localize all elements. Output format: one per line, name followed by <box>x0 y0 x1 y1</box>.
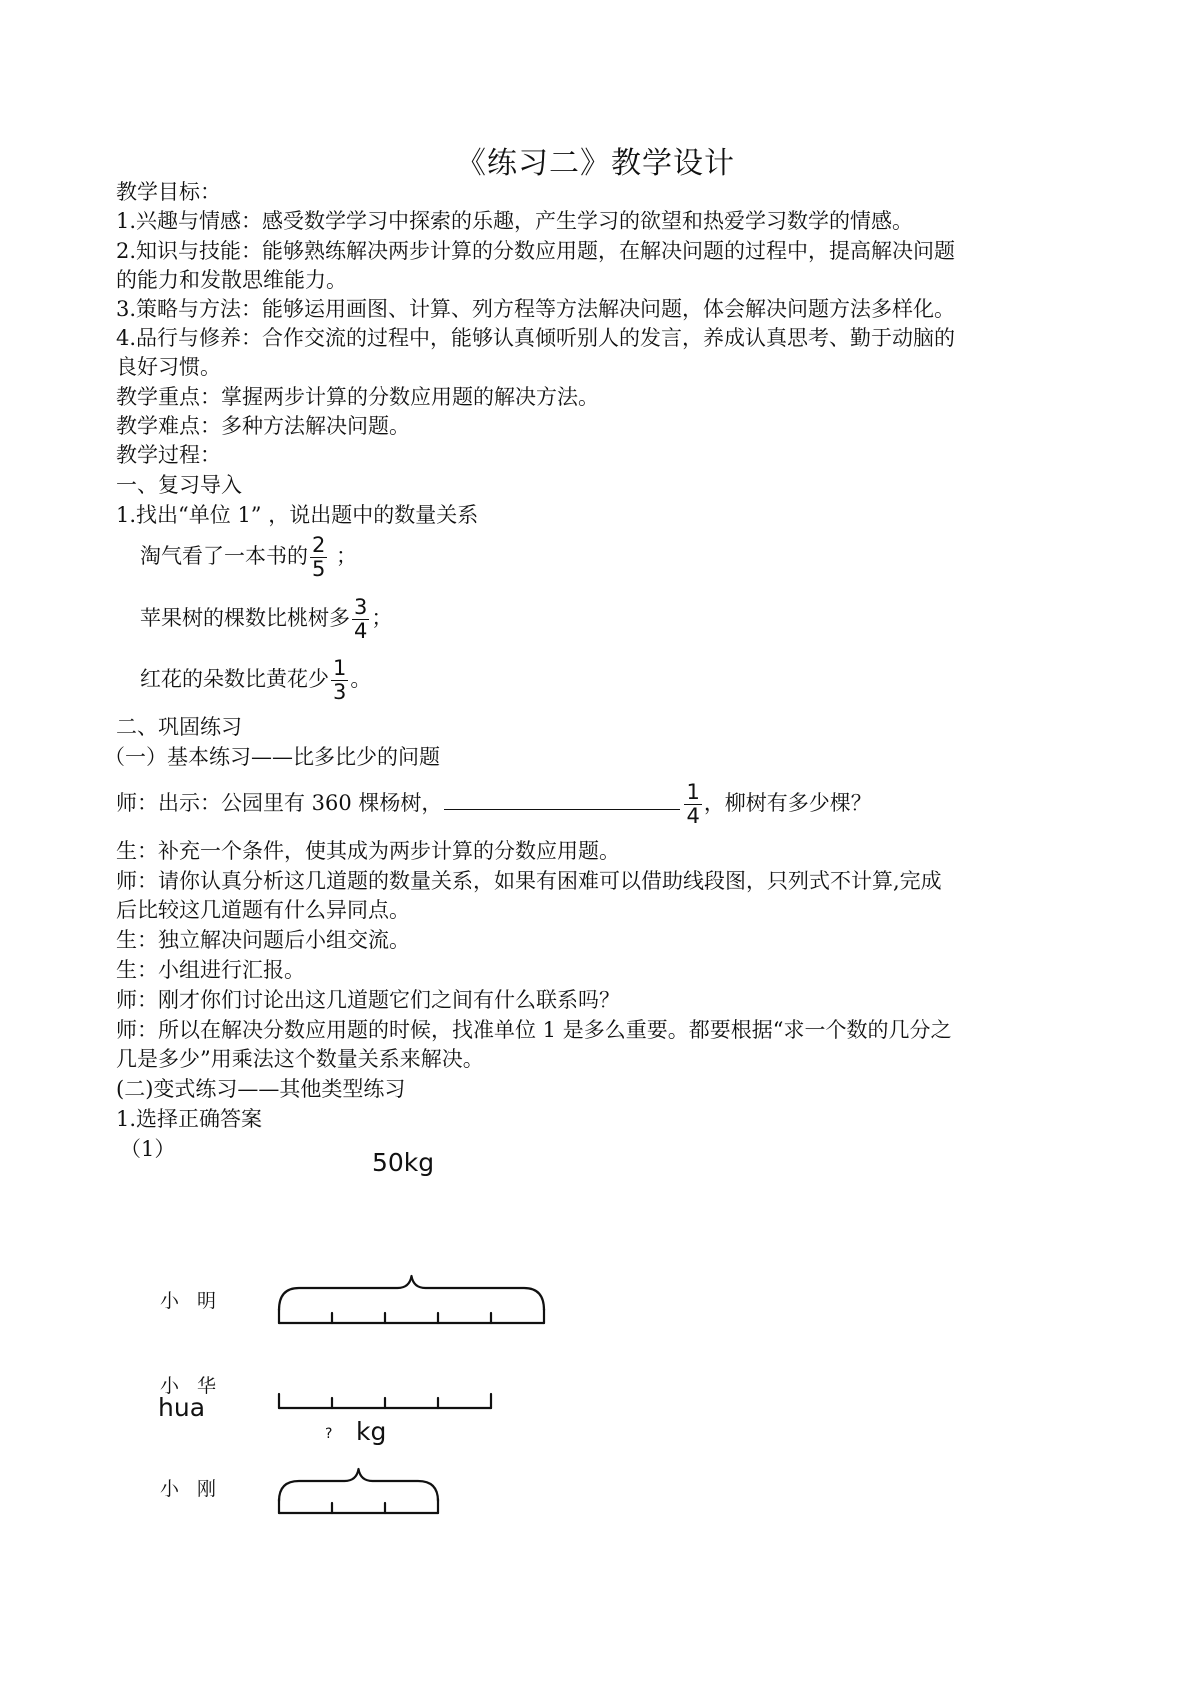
fraction-2-5: $\frac{2}{5}$ <box>312 533 326 581</box>
document-title: 《练习二》教学设计 <box>456 146 735 181</box>
fraction-3-4: $\frac{3}{4}$ <box>354 595 368 643</box>
objective-item-2-continued: 的能力和发散思维能力。 <box>116 268 347 292</box>
item-1-label: （1） <box>120 1137 176 1161</box>
student-line-1: 生：补充一个条件，使其成为两步计算的分数应用题。 <box>116 839 620 863</box>
key-point: 教学重点：掌握两步计算的分数应用题的解决方法。 <box>116 385 599 409</box>
difficulty: 教学难点：多种方法解决问题。 <box>116 414 410 438</box>
teacher-line-3: 师：刚才你们讨论出这几道题它们之间有什么联系吗？ <box>116 988 620 1012</box>
row-label-xiaoming: 小 明 <box>160 1290 223 1312</box>
teacher-show: 师：出示：公园里有 360 棵杨树， $\frac{1}{4}$ ，柳树有多少棵？ <box>116 780 872 828</box>
process-heading: 教学过程： <box>116 443 221 467</box>
teacher-line-2-continued: 后比较这几道题有什么异同点。 <box>116 898 410 922</box>
objective-item-4: 4.品行与修养：合作交流的过程中，能够认真倾听别人的发言，养成认真思考、勤于动脑的 <box>116 326 956 350</box>
row-label-xiaohua: 小 华 <box>160 1375 223 1397</box>
example-2-text: 苹果树的棵数比桃树多 <box>140 606 350 630</box>
choose-answer-task: 1.选择正确答案 <box>116 1107 263 1131</box>
row-pinyin-hua: hua <box>158 1393 206 1422</box>
teacher-line-4-continued: 几是多少”用乘法这个数量关系来解决。 <box>116 1047 484 1071</box>
student-line-2: 生：独立解决问题后小组交流。 <box>116 928 410 952</box>
fraction-1-3: $\frac{1}{3}$ <box>333 656 347 704</box>
student-line-3: 生：小组进行汇报。 <box>116 958 305 982</box>
row-label-xiaogang: 小 刚 <box>160 1478 223 1500</box>
example-3-text: 红花的朵数比黄花少 <box>140 667 329 691</box>
example-1: 淘气看了一本书的 $\frac{2}{5}$ ； <box>140 533 358 581</box>
brace-total <box>279 1276 544 1310</box>
objectives-heading: 教学目标： <box>116 180 221 204</box>
subsection-basic-practice: （一）基本练习——比多比少的问题 <box>104 745 440 769</box>
section-1-heading: 一、复习导入 <box>116 473 242 497</box>
example-1-text: 淘气看了一本书的 <box>140 544 308 568</box>
example-3: 红花的朵数比黄花少 $\frac{1}{3}$ 。 <box>140 656 372 704</box>
objective-item-4-continued: 良好习惯。 <box>116 355 221 379</box>
section-2-heading: 二、巩固练习 <box>116 715 242 739</box>
brace-unknown <box>279 1469 438 1501</box>
example-2: 苹果树的棵数比桃树多 $\frac{3}{4}$ ； <box>140 595 393 643</box>
teacher-line-4: 师：所以在解决分数应用题的时候，找准单位 1 是多么重要。都要根据“求一个数的几分之 <box>116 1018 952 1042</box>
section-1-task: 1.找出“单位 1” ，说出题中的数量关系 <box>116 503 479 527</box>
objective-item-2: 2.知识与技能：能够熟练解决两步计算的分数应用题，在解决问题的过程中，提高解决问题 <box>116 239 956 263</box>
teacher-line-2: 师：请你认真分析这几道题的数量关系，如果有困难可以借助线段图，只列式不计算,完成 <box>116 869 942 893</box>
objective-item-1: 1.兴趣与情感：感受数学学习中探索的乐趣，产生学习的欲望和热爱学习数学的情感。 <box>116 209 914 233</box>
question-mark: ? <box>325 1426 333 1442</box>
total-weight-label: 50kg <box>372 1148 435 1177</box>
unknown-weight-unit: kg <box>356 1417 387 1446</box>
subsection-variant-practice: (二)变式练习——其他类型练习 <box>116 1077 406 1101</box>
objective-item-3: 3.策略与方法：能够运用画图、计算、列方程等方法解决问题，体会解决问题方法多样化。 <box>116 297 956 321</box>
fraction-1-4: $\frac{1}{4}$ <box>686 780 700 828</box>
